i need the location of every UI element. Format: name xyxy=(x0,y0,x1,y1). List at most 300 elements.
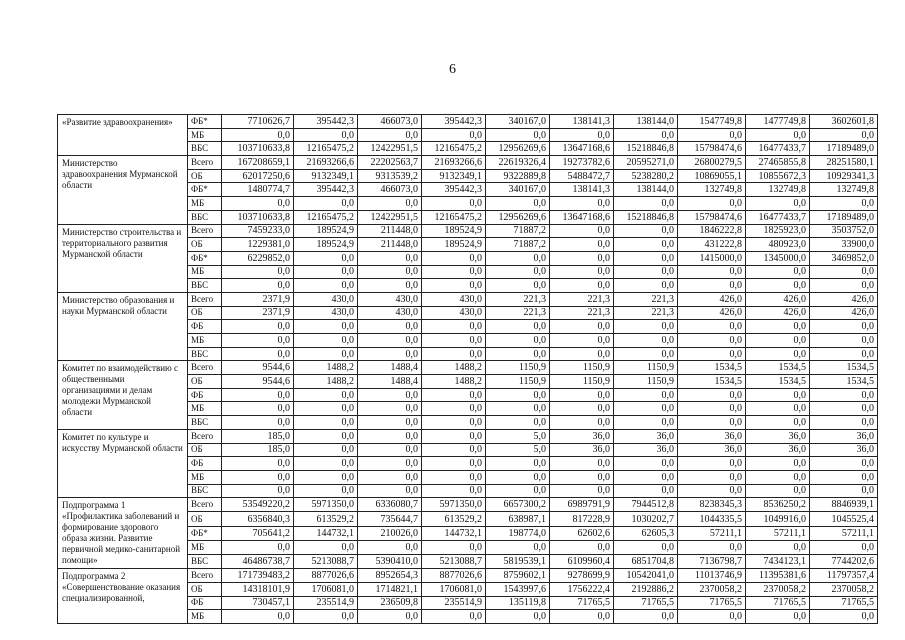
amount-cell: 0,0 xyxy=(358,402,422,416)
amount-cell: 0,0 xyxy=(358,429,422,443)
amount-cell: 12956269,6 xyxy=(486,210,550,224)
amount-cell: 0,0 xyxy=(614,457,678,471)
amount-cell: 1477749,8 xyxy=(746,115,810,129)
amount-cell: 221,3 xyxy=(486,292,550,306)
amount-cell: 0,0 xyxy=(294,128,358,142)
amount-cell: 0,0 xyxy=(486,265,550,279)
amount-cell: 36,0 xyxy=(550,443,614,457)
amount-cell: 0,0 xyxy=(358,457,422,471)
amount-cell: 0,0 xyxy=(678,334,746,348)
amount-cell: 0,0 xyxy=(810,610,878,624)
amount-cell: 0,0 xyxy=(678,470,746,484)
amount-cell: 16477433,7 xyxy=(746,142,810,156)
amount-cell: 27465855,8 xyxy=(746,156,810,170)
amount-cell: 6989791,9 xyxy=(550,498,614,512)
amount-cell: 0,0 xyxy=(294,610,358,624)
amount-cell: 6657300,2 xyxy=(486,498,550,512)
amount-cell: 5238280,2 xyxy=(614,169,678,183)
amount-cell: 8846939,1 xyxy=(810,498,878,512)
funding-source: ФБ xyxy=(188,457,222,471)
amount-cell: 8536250,2 xyxy=(746,498,810,512)
amount-cell: 0,0 xyxy=(746,457,810,471)
amount-cell: 36,0 xyxy=(678,443,746,457)
amount-cell: 0,0 xyxy=(550,224,614,238)
amount-cell: 10869055,1 xyxy=(678,169,746,183)
amount-cell: 0,0 xyxy=(222,416,294,430)
amount-cell: 5390410,0 xyxy=(358,555,422,569)
funding-source: ОБ xyxy=(188,238,222,252)
amount-cell: 171739483,2 xyxy=(222,569,294,583)
amount-cell: 0,0 xyxy=(222,540,294,554)
amount-cell: 1415000,0 xyxy=(678,251,746,265)
amount-cell: 5971350,0 xyxy=(422,498,486,512)
amount-cell: 2192886,2 xyxy=(614,582,678,596)
amount-cell: 36,0 xyxy=(810,429,878,443)
amount-cell: 189524,9 xyxy=(294,224,358,238)
group-label: Министерство здравоохранения Мурманской области xyxy=(58,156,188,224)
amount-cell: 0,0 xyxy=(222,470,294,484)
amount-cell: 0,0 xyxy=(486,416,550,430)
amount-cell: 0,0 xyxy=(810,484,878,498)
amount-cell: 6229852,0 xyxy=(222,251,294,265)
amount-cell: 0,0 xyxy=(486,334,550,348)
amount-cell: 0,0 xyxy=(294,388,358,402)
amount-cell: 0,0 xyxy=(614,610,678,624)
funding-source: МБ xyxy=(188,265,222,279)
amount-cell: 0,0 xyxy=(422,457,486,471)
amount-cell: 0,0 xyxy=(614,238,678,252)
amount-cell: 71765,5 xyxy=(810,596,878,610)
amount-cell: 430,0 xyxy=(358,292,422,306)
amount-cell: 0,0 xyxy=(358,416,422,430)
amount-cell: 6356840,3 xyxy=(222,512,294,526)
amount-cell: 0,0 xyxy=(678,402,746,416)
amount-cell: 0,0 xyxy=(746,265,810,279)
amount-cell: 221,3 xyxy=(550,292,614,306)
amount-cell: 0,0 xyxy=(294,347,358,361)
amount-cell: 71765,5 xyxy=(550,596,614,610)
amount-cell: 21693266,6 xyxy=(422,156,486,170)
amount-cell: 817228,9 xyxy=(550,512,614,526)
amount-cell: 1534,5 xyxy=(810,375,878,389)
amount-cell: 1534,5 xyxy=(810,361,878,375)
funding-source: ВБС xyxy=(188,484,222,498)
amount-cell: 132749,8 xyxy=(746,183,810,197)
amount-cell: 0,0 xyxy=(550,238,614,252)
amount-cell: 0,0 xyxy=(358,334,422,348)
amount-cell: 0,0 xyxy=(358,279,422,293)
amount-cell: 0,0 xyxy=(614,265,678,279)
table-row xyxy=(58,156,878,170)
amount-cell: 0,0 xyxy=(222,484,294,498)
amount-cell: 11395381,6 xyxy=(746,569,810,583)
amount-cell: 3469852,0 xyxy=(810,251,878,265)
amount-cell: 0,0 xyxy=(614,320,678,334)
amount-cell: 1150,9 xyxy=(550,375,614,389)
amount-cell: 0,0 xyxy=(614,224,678,238)
amount-cell: 0,0 xyxy=(678,279,746,293)
amount-cell: 189524,9 xyxy=(422,238,486,252)
amount-cell: 0,0 xyxy=(486,320,550,334)
amount-cell: 132749,8 xyxy=(810,183,878,197)
table-row xyxy=(58,569,878,583)
amount-cell: 0,0 xyxy=(358,443,422,457)
amount-cell: 1825923,0 xyxy=(746,224,810,238)
amount-cell: 466073,0 xyxy=(358,115,422,129)
amount-cell: 13647168,6 xyxy=(550,142,614,156)
amount-cell: 28251580,1 xyxy=(810,156,878,170)
amount-cell: 6109960,4 xyxy=(550,555,614,569)
amount-cell: 211448,0 xyxy=(358,224,422,238)
funding-source: МБ xyxy=(188,197,222,211)
amount-cell: 0,0 xyxy=(294,197,358,211)
amount-cell: 0,0 xyxy=(810,265,878,279)
amount-cell: 1488,2 xyxy=(294,375,358,389)
amount-cell: 0,0 xyxy=(614,388,678,402)
amount-cell: 7710626,7 xyxy=(222,115,294,129)
group-label: Подпрограмма 1 «Профилактика заболеваний и формирование здорового образа жизни. Развитие первичной медико-санитарной помощи» xyxy=(58,498,188,569)
amount-cell: 0,0 xyxy=(294,402,358,416)
amount-cell: 0,0 xyxy=(486,347,550,361)
amount-cell: 0,0 xyxy=(358,470,422,484)
amount-cell: 0,0 xyxy=(222,388,294,402)
amount-cell: 189524,9 xyxy=(422,224,486,238)
amount-cell: 0,0 xyxy=(614,197,678,211)
amount-cell: 1030202,7 xyxy=(614,512,678,526)
amount-cell: 1706081,0 xyxy=(422,582,486,596)
amount-cell: 0,0 xyxy=(422,347,486,361)
amount-cell: 10855672,3 xyxy=(746,169,810,183)
table-row xyxy=(58,115,878,129)
table-row xyxy=(58,361,878,375)
amount-cell: 0,0 xyxy=(550,347,614,361)
amount-cell: 36,0 xyxy=(746,429,810,443)
amount-cell: 0,0 xyxy=(614,279,678,293)
amount-cell: 426,0 xyxy=(810,292,878,306)
amount-cell: 1150,9 xyxy=(486,375,550,389)
amount-cell: 0,0 xyxy=(746,402,810,416)
amount-cell: 0,0 xyxy=(222,279,294,293)
amount-cell: 0,0 xyxy=(746,416,810,430)
amount-cell: 221,3 xyxy=(550,306,614,320)
amount-cell: 198774,0 xyxy=(486,526,550,540)
amount-cell: 9132349,1 xyxy=(294,169,358,183)
amount-cell: 0,0 xyxy=(810,197,878,211)
amount-cell: 235514,9 xyxy=(422,596,486,610)
amount-cell: 22202563,7 xyxy=(358,156,422,170)
amount-cell: 395442,3 xyxy=(294,183,358,197)
amount-cell: 36,0 xyxy=(810,443,878,457)
amount-cell: 426,0 xyxy=(678,292,746,306)
amount-cell: 0,0 xyxy=(746,347,810,361)
amount-cell: 103710633,8 xyxy=(222,142,294,156)
amount-cell: 19273782,6 xyxy=(550,156,614,170)
amount-cell: 0,0 xyxy=(294,429,358,443)
amount-cell: 36,0 xyxy=(614,429,678,443)
funding-source: ФБ xyxy=(188,388,222,402)
amount-cell: 0,0 xyxy=(358,128,422,142)
amount-cell: 36,0 xyxy=(614,443,678,457)
table-row xyxy=(58,224,878,238)
amount-cell: 0,0 xyxy=(746,197,810,211)
amount-cell: 2370058,2 xyxy=(746,582,810,596)
amount-cell: 2370058,2 xyxy=(810,582,878,596)
amount-cell: 1846222,8 xyxy=(678,224,746,238)
amount-cell: 0,0 xyxy=(810,457,878,471)
amount-cell: 0,0 xyxy=(678,265,746,279)
amount-cell: 0,0 xyxy=(358,347,422,361)
amount-cell: 8877026,6 xyxy=(422,569,486,583)
amount-cell: 730457,1 xyxy=(222,596,294,610)
amount-cell: 71765,5 xyxy=(614,596,678,610)
amount-cell: 0,0 xyxy=(550,402,614,416)
amount-cell: 9544,6 xyxy=(222,375,294,389)
funding-source: ФБ xyxy=(188,320,222,334)
amount-cell: 9544,6 xyxy=(222,361,294,375)
amount-cell: 0,0 xyxy=(550,388,614,402)
amount-cell: 71765,5 xyxy=(678,596,746,610)
amount-cell: 395442,3 xyxy=(422,183,486,197)
funding-source: МБ xyxy=(188,610,222,624)
funding-source: Всего xyxy=(188,361,222,375)
amount-cell: 17189489,0 xyxy=(810,142,878,156)
amount-cell: 638987,1 xyxy=(486,512,550,526)
amount-cell: 0,0 xyxy=(358,265,422,279)
amount-cell: 735644,7 xyxy=(358,512,422,526)
amount-cell: 6336080,7 xyxy=(358,498,422,512)
funding-source: ОБ xyxy=(188,375,222,389)
amount-cell: 0,0 xyxy=(746,334,810,348)
amount-cell: 0,0 xyxy=(550,197,614,211)
amount-cell: 236509,8 xyxy=(358,596,422,610)
amount-cell: 5213088,7 xyxy=(422,555,486,569)
amount-cell: 8238345,3 xyxy=(678,498,746,512)
amount-cell: 1480774,7 xyxy=(222,183,294,197)
amount-cell: 7944512,8 xyxy=(614,498,678,512)
page-number: 6 xyxy=(449,62,456,77)
amount-cell: 0,0 xyxy=(810,279,878,293)
amount-cell: 0,0 xyxy=(746,470,810,484)
amount-cell: 7434123,1 xyxy=(746,555,810,569)
amount-cell: 426,0 xyxy=(746,292,810,306)
amount-cell: 138141,3 xyxy=(550,183,614,197)
funding-source: ВБС xyxy=(188,347,222,361)
amount-cell: 21693266,6 xyxy=(294,156,358,170)
amount-cell: 5,0 xyxy=(486,443,550,457)
amount-cell: 0,0 xyxy=(294,484,358,498)
funding-source: Всего xyxy=(188,498,222,512)
amount-cell: 9313539,2 xyxy=(358,169,422,183)
amount-cell: 0,0 xyxy=(614,402,678,416)
amount-cell: 0,0 xyxy=(422,416,486,430)
amount-cell: 0,0 xyxy=(550,251,614,265)
amount-cell: 2371,9 xyxy=(222,306,294,320)
amount-cell: 0,0 xyxy=(746,279,810,293)
amount-cell: 426,0 xyxy=(678,306,746,320)
amount-cell: 0,0 xyxy=(614,251,678,265)
amount-cell: 0,0 xyxy=(358,197,422,211)
amount-cell: 235514,9 xyxy=(294,596,358,610)
group-label: Подпрограмма 2 «Совершенствование оказания специализированной, xyxy=(58,569,188,624)
amount-cell: 613529,2 xyxy=(422,512,486,526)
amount-cell: 0,0 xyxy=(746,128,810,142)
amount-cell: 5,0 xyxy=(486,429,550,443)
amount-cell: 0,0 xyxy=(222,457,294,471)
amount-cell: 12165475,2 xyxy=(294,210,358,224)
amount-cell: 62602,6 xyxy=(550,526,614,540)
amount-cell: 0,0 xyxy=(486,128,550,142)
amount-cell: 3602601,8 xyxy=(810,115,878,129)
amount-cell: 340167,0 xyxy=(486,183,550,197)
amount-cell: 138141,3 xyxy=(550,115,614,129)
amount-cell: 1150,9 xyxy=(614,375,678,389)
amount-cell: 7136798,7 xyxy=(678,555,746,569)
amount-cell: 705641,2 xyxy=(222,526,294,540)
funding-source: ВБС xyxy=(188,416,222,430)
amount-cell: 8877026,6 xyxy=(294,569,358,583)
amount-cell: 613529,2 xyxy=(294,512,358,526)
amount-cell: 221,3 xyxy=(486,306,550,320)
amount-cell: 0,0 xyxy=(486,279,550,293)
amount-cell: 0,0 xyxy=(358,388,422,402)
amount-cell: 144732,1 xyxy=(422,526,486,540)
amount-cell: 0,0 xyxy=(422,443,486,457)
amount-cell: 0,0 xyxy=(422,197,486,211)
amount-cell: 36,0 xyxy=(550,429,614,443)
amount-cell: 0,0 xyxy=(810,470,878,484)
amount-cell: 0,0 xyxy=(422,484,486,498)
funding-source: МБ xyxy=(188,470,222,484)
amount-cell: 71887,2 xyxy=(486,224,550,238)
amount-cell: 57211,1 xyxy=(678,526,746,540)
amount-cell: 0,0 xyxy=(294,320,358,334)
amount-cell: 12422951,5 xyxy=(358,142,422,156)
amount-cell: 5971350,0 xyxy=(294,498,358,512)
amount-cell: 9278699,9 xyxy=(550,569,614,583)
funding-source: МБ xyxy=(188,128,222,142)
amount-cell: 426,0 xyxy=(746,306,810,320)
amount-cell: 1229381,0 xyxy=(222,238,294,252)
amount-cell: 2371,9 xyxy=(222,292,294,306)
amount-cell: 62605,3 xyxy=(614,526,678,540)
amount-cell: 0,0 xyxy=(678,416,746,430)
amount-cell: 22619326,4 xyxy=(486,156,550,170)
amount-cell: 11797357,4 xyxy=(810,569,878,583)
amount-cell: 26800279,5 xyxy=(678,156,746,170)
amount-cell: 1045525,4 xyxy=(810,512,878,526)
amount-cell: 17189489,0 xyxy=(810,210,878,224)
amount-cell: 3503752,0 xyxy=(810,224,878,238)
funding-source: ОБ xyxy=(188,443,222,457)
amount-cell: 0,0 xyxy=(486,402,550,416)
table-row xyxy=(58,292,878,306)
amount-cell: 0,0 xyxy=(486,470,550,484)
amount-cell: 430,0 xyxy=(422,292,486,306)
amount-cell: 0,0 xyxy=(614,416,678,430)
funding-source: ВБС xyxy=(188,555,222,569)
amount-cell: 13647168,6 xyxy=(550,210,614,224)
amount-cell: 15798474,6 xyxy=(678,210,746,224)
amount-cell: 1488,2 xyxy=(294,361,358,375)
funding-source: МБ xyxy=(188,402,222,416)
amount-cell: 1534,5 xyxy=(678,375,746,389)
amount-cell: 0,0 xyxy=(678,610,746,624)
amount-cell: 0,0 xyxy=(222,197,294,211)
amount-cell: 0,0 xyxy=(422,429,486,443)
amount-cell: 1534,5 xyxy=(746,361,810,375)
amount-cell: 189524,9 xyxy=(294,238,358,252)
amount-cell: 0,0 xyxy=(678,388,746,402)
amount-cell: 0,0 xyxy=(678,457,746,471)
amount-cell: 0,0 xyxy=(422,334,486,348)
amount-cell: 0,0 xyxy=(810,347,878,361)
amount-cell: 185,0 xyxy=(222,429,294,443)
table-row xyxy=(58,498,878,512)
amount-cell: 0,0 xyxy=(810,128,878,142)
amount-cell: 0,0 xyxy=(422,540,486,554)
amount-cell: 15218846,8 xyxy=(614,142,678,156)
amount-cell: 15218846,8 xyxy=(614,210,678,224)
funding-source: ФБ* xyxy=(188,526,222,540)
amount-cell: 430,0 xyxy=(358,306,422,320)
amount-cell: 0,0 xyxy=(678,197,746,211)
amount-cell: 12165475,2 xyxy=(422,210,486,224)
amount-cell: 0,0 xyxy=(550,334,614,348)
amount-cell: 14318101,9 xyxy=(222,582,294,596)
amount-cell: 0,0 xyxy=(422,388,486,402)
amount-cell: 1150,9 xyxy=(614,361,678,375)
amount-cell: 0,0 xyxy=(550,540,614,554)
amount-cell: 0,0 xyxy=(746,540,810,554)
amount-cell: 0,0 xyxy=(614,470,678,484)
amount-cell: 7459233,0 xyxy=(222,224,294,238)
amount-cell: 144732,1 xyxy=(294,526,358,540)
amount-cell: 11013746,9 xyxy=(678,569,746,583)
amount-cell: 0,0 xyxy=(422,610,486,624)
group-label: Комитет по культуре и искусству Мурманской области xyxy=(58,429,188,497)
group-label: Министерство строительства и территориального развития Мурманской области xyxy=(58,224,188,292)
amount-cell: 135119,8 xyxy=(486,596,550,610)
amount-cell: 15798474,6 xyxy=(678,142,746,156)
amount-cell: 1543997,6 xyxy=(486,582,550,596)
amount-cell: 1150,9 xyxy=(550,361,614,375)
amount-cell: 430,0 xyxy=(294,306,358,320)
amount-cell: 9132349,1 xyxy=(422,169,486,183)
amount-cell: 12422951,5 xyxy=(358,210,422,224)
amount-cell: 0,0 xyxy=(294,416,358,430)
amount-cell: 6851704,8 xyxy=(614,555,678,569)
amount-cell: 1714821,1 xyxy=(358,582,422,596)
amount-cell: 0,0 xyxy=(678,320,746,334)
amount-cell: 0,0 xyxy=(294,279,358,293)
amount-cell: 340167,0 xyxy=(486,115,550,129)
amount-cell: 0,0 xyxy=(486,197,550,211)
amount-cell: 211448,0 xyxy=(358,238,422,252)
amount-cell: 0,0 xyxy=(294,540,358,554)
amount-cell: 0,0 xyxy=(222,265,294,279)
amount-cell: 0,0 xyxy=(486,610,550,624)
funding-source: ВБС xyxy=(188,142,222,156)
amount-cell: 0,0 xyxy=(294,443,358,457)
amount-cell: 0,0 xyxy=(222,320,294,334)
amount-cell: 0,0 xyxy=(746,388,810,402)
budget-table xyxy=(57,114,878,624)
amount-cell: 0,0 xyxy=(614,347,678,361)
amount-cell: 46486738,7 xyxy=(222,555,294,569)
amount-cell: 0,0 xyxy=(486,388,550,402)
amount-cell: 62017250,6 xyxy=(222,169,294,183)
amount-cell: 103710633,8 xyxy=(222,210,294,224)
